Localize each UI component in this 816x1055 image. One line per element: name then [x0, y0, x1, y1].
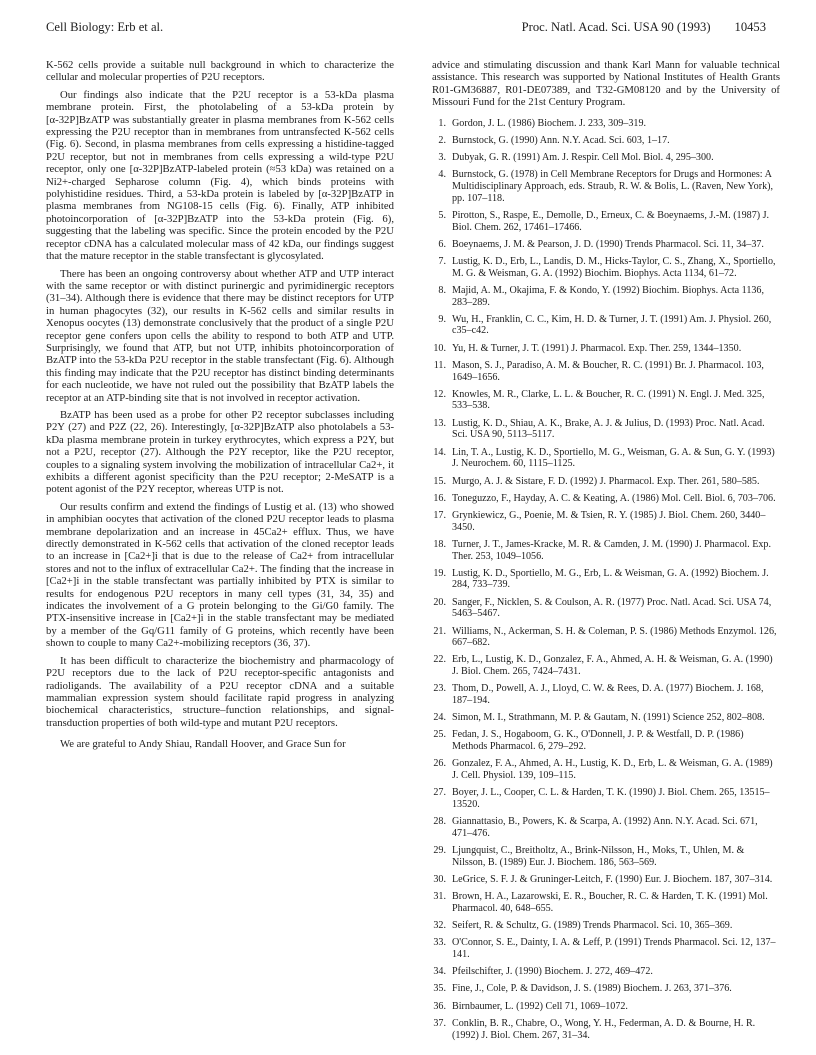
reference-item — [432, 256, 780, 279]
reference-number: 29. — [433, 844, 446, 856]
body-paragraph: Our findings also indicate that the P2U receptor is a 53-kDa plasma membrane protein. First, the photolabeling of a 53-kDa protein by [α-32P]BzATP was substantially greater in plasma membranes from K-562 cells expressing the P2U receptor than in membranes from untransfected K-562 cells (Fig. 6). Second, in plasma membranes from cells expressing a histidine-tagged P2U receptor, but not in membranes from cells expressing a wild-type P2U receptor, only one [α-32P]BzATP-labeled protein (≈53 kDa) was retained on a Ni2+-charged Sepharose column (Fig. 4), which binds proteins with polyhistidine residues. Third, a 53-kDa protein is labeled by [α-32P]BzATP in plasma membranes from NG108-15 cells (Fig. 6). Finally, ATP inhibited photoincorporation of [α-32P]BzATP into the 53-kDa protein (Fig. 6), suggesting that the labeling was specific. Since the protein encoded by the P2U receptor cDNA has a calculated molecular mass of 42 kDa, our findings suggest that the mature receptor in the stable transfectant is glycosylated. — [46, 88, 394, 263]
reference-item — [432, 626, 780, 649]
reference-item — [432, 493, 780, 505]
reference-number: 31. — [433, 891, 446, 903]
reference-item — [432, 314, 780, 337]
reference-number: 15. — [433, 475, 446, 487]
reference-text: Burnstock, G. (1990) Ann. N.Y. Acad. Sci. 603, 1–17. — [452, 134, 670, 146]
reference-text: Gonzalez, F. A., Ahmed, A. H., Lustig, K. D., Erb, L. & Weisman, G. A. (1989) J. Cell. Physiol. 139, 109–115. — [452, 758, 773, 781]
reference-number: 27. — [433, 787, 446, 799]
reference-number: 16. — [433, 492, 446, 504]
reference-number: 18. — [433, 538, 446, 550]
right-column — [432, 59, 780, 1047]
reference-item — [432, 343, 780, 355]
reference-number: 22. — [433, 654, 446, 666]
acknowledgment-continued: advice and stimulating discussion and thank Karl Mann for valuable technical assistance. This research was supported by National Institutes of Health Grants R01-GM36887, R01-DE07389, and T32-GM08120 and by the University of Missouri Fund for the 21st Century Program. — [432, 59, 780, 109]
reference-number: 20. — [433, 596, 446, 608]
reference-text: Ljungquist, C., Breitholtz, A., Brink-Nilsson, H., Moks, T., Uhlen, M. & Nilsson, B. (1989) Eur. J. Biochem. 186, 563–569. — [452, 844, 745, 868]
body-paragraph: K-562 cells provide a suitable null background in which to characterize the cellular and molecular properties of P2U receptors. — [46, 59, 394, 84]
reference-number: 37. — [433, 1018, 446, 1029]
reference-number: 13. — [433, 417, 446, 429]
reference-item — [432, 1018, 780, 1041]
reference-item — [432, 539, 780, 562]
reference-number: 4. — [438, 169, 446, 181]
reference-text: Conklin, B. R., Chabre, O., Wong, Y. H., Federman, A. D. & Bourne, H. R. (1992) J. Biol. Chem. 267, 31–34. — [452, 1018, 756, 1041]
reference-item — [432, 816, 780, 839]
reference-number: 35. — [433, 983, 446, 995]
reference-item — [432, 568, 780, 591]
reference-number: 5. — [438, 209, 446, 221]
reference-item — [432, 1001, 780, 1013]
acknowledgment-paragraph: We are grateful to Andy Shiau, Randall Hoover, and Grace Sun for — [60, 738, 346, 751]
reference-text: Sanger, F., Nicklen, S. & Coulson, A. R. (1977) Proc. Natl. Acad. Sci. USA 74, 5463–5467. — [452, 596, 772, 620]
reference-item — [432, 758, 780, 781]
reference-number: 33. — [433, 937, 446, 949]
page-number: 10453 — [734, 20, 766, 34]
reference-text: LeGrice, S. F. J. & Gruninger-Leitch, F. (1990) Eur. J. Biochem. 187, 307–314. — [452, 873, 773, 885]
reference-number: 30. — [433, 873, 446, 885]
reference-text: Dubyak, G. R. (1991) Am. J. Respir. Cell Mol. Biol. 4, 295–300. — [452, 152, 714, 164]
reference-number: 19. — [433, 567, 446, 579]
reference-text: Wu, H., Franklin, C. C., Kim, H. D. & Turner, J. T. (1991) Am. J. Physiol. 260, c35–c42. — [452, 313, 772, 337]
reference-item — [432, 966, 780, 978]
reference-item — [432, 389, 780, 412]
reference-item — [432, 476, 780, 488]
reference-item — [432, 135, 780, 147]
reference-number: 8. — [438, 284, 446, 296]
reference-item — [432, 210, 780, 233]
reference-item — [432, 118, 780, 130]
reference-text: Burnstock, G. (1978) in Cell Membrane Receptors for Drugs and Hormones: A Multidisciplinary Approach, eds. Straub, R. W. & Bolis, L. (Raven, New York), pp. 107–118. — [452, 169, 774, 204]
reference-item — [432, 787, 780, 810]
reference-number: 23. — [433, 683, 446, 695]
reference-item — [432, 983, 780, 995]
reference-number: 24. — [433, 712, 446, 724]
reference-number: 1. — [438, 117, 446, 129]
reference-number: 14. — [433, 446, 446, 458]
reference-item — [432, 654, 780, 677]
reference-number: 3. — [438, 152, 446, 164]
running-head-section: Cell Biology: Erb et al. — [46, 20, 164, 34]
reference-text: Pfeilschifter, J. (1990) Biochem. J. 272, 469–472. — [452, 966, 653, 978]
reference-number: 36. — [433, 1000, 446, 1012]
reference-number: 2. — [438, 134, 446, 146]
reference-number: 11. — [433, 360, 446, 371]
reference-text: Erb, L., Lustig, K. D., Gonzalez, F. A., Ahmed, A. H. & Weisman, G. A. (1990) J. Biol. Chem. 265, 7424–7431. — [452, 654, 773, 678]
reference-text: O'Connor, S. E., Dainty, I. A. & Leff, P. (1991) Trends Pharmacol. Sci. 12, 137–141. — [452, 937, 776, 960]
reference-item — [432, 937, 780, 960]
reference-text: Lustig, K. D., Erb, L., Landis, D. M., Hicks-Taylor, C. S., Zhang, X., Sportiello, M. G. & Weisman, G. A. (1992) Biochim. Biophys. Acta 1134, 61–72. — [452, 256, 776, 279]
reference-item — [432, 152, 780, 164]
reference-item — [432, 447, 780, 470]
body-paragraph: There has been an ongoing controversy about whether ATP and UTP interact with the same receptor or with distinct purinergic and pyrimidinergic receptors (31–34). Although there is evidence that there may be distinct receptors for UTP in human phagocytes (32), our results in K-562 cells and similar results in Xenopus oocytes (13) demonstrate conclusively that the product of a single P2U receptor gene confers upon cells the ability to respond to both ATP and UTP. Surprisingly, we found that ATP, but not UTP, inhibits photoincorporation of BzATP into the 53-kDa P2U receptor in the stable transfectant (Fig. 6). Although this finding may indicate that the P2U receptor has distinct binding determinants for each nucleotide, we have not ruled out the possibility that BzATP labels the receptor at an ATP-binding site that is not involved in receptor activation. — [46, 267, 394, 404]
reference-number: 32. — [433, 920, 446, 931]
reference-number: 28. — [433, 816, 446, 828]
page-header — [46, 20, 766, 38]
reference-text: Boeynaems, J. M. & Pearson, J. D. (1990) Trends Pharmacol. Sci. 11, 34–37. — [452, 238, 764, 250]
reference-text: Toneguzzo, F., Hayday, A. C. & Keating, A. (1986) Mol. Cell. Biol. 6, 703–706. — [452, 492, 776, 504]
reference-item — [432, 418, 780, 441]
reference-item — [432, 169, 780, 204]
reference-item — [432, 360, 780, 383]
reference-list — [432, 118, 780, 1042]
journal-citation: Proc. Natl. Acad. Sci. USA 90 (1993) — [521, 20, 711, 34]
reference-text: Thom, D., Powell, A. J., Lloyd, C. W. & Rees, D. A. (1977) Biochem. J. 168, 187–194. — [452, 683, 764, 706]
reference-number: 9. — [438, 313, 446, 325]
reference-number: 26. — [433, 758, 446, 770]
reference-item — [432, 285, 780, 308]
reference-item — [432, 712, 780, 724]
reference-text: Murgo, A. J. & Sistare, F. D. (1992) J. Pharmacol. Exp. Ther. 261, 580–585. — [452, 475, 760, 487]
body-paragraph: It has been difficult to characterize the biochemistry and pharmacology of P2U receptors due to the lack of P2U receptor-specific antagonists and radioligands. The availability of a P2U receptor cDNA and a suitable mammalian expression system should facilitate rapid progress in analyzing biochemical characteristics, structure–function relationships, and signal-transduction properties of both wild-type and mutant P2U receptors. — [46, 654, 394, 729]
reference-text: Birnbaumer, L. (1992) Cell 71, 1069–1072. — [452, 1000, 628, 1012]
reference-text: Knowles, M. R., Clarke, L. L. & Boucher, R. C. (1991) N. Engl. J. Med. 325, 533–538. — [452, 388, 765, 412]
reference-number: 17. — [433, 510, 446, 522]
reference-text: Seifert, R. & Schultz, G. (1989) Trends Pharmacol. Sci. 10, 365–369. — [452, 920, 733, 931]
reference-item — [432, 683, 780, 706]
reference-item — [432, 729, 780, 752]
reference-number: 25. — [433, 729, 446, 741]
reference-number: 21. — [433, 625, 446, 637]
reference-text: Williams, N., Ackerman, S. H. & Coleman, P. S. (1986) Methods Enzymol. 126, 667–682. — [452, 625, 777, 649]
reference-text: Brown, H. A., Lazarowski, E. R., Boucher, R. C. & Harden, T. K. (1991) Mol. Pharmacol. 40, 648–655. — [452, 891, 768, 914]
reference-text: Majid, A. M., Okajima, F. & Kondo, Y. (1992) Biochim. Biophys. Acta 1136, 283–289. — [452, 284, 764, 308]
left-column — [46, 59, 394, 751]
reference-text: Fedan, J. S., Hogaboom, G. K., O'Donnell, J. P. & Westfall, D. P. (1986) Methods Pharmacol. 6, 279–292. — [452, 729, 744, 753]
reference-item — [432, 510, 780, 533]
reference-number: 34. — [433, 966, 446, 978]
running-head-journal — [522, 20, 766, 35]
body-paragraph: BzATP has been used as a probe for other P2 receptor subclasses including P2Y (27) and P2Z (22, 26). Interestingly, [α-32P]BzATP also photolabels a 53-kDa plasma membrane protein in turkey erythrocytes, which express a P2Y, but not a P2U, receptor (27). Although the P2Y receptor, like the P2U receptor, couples to a signaling system involving the mobilization of intracellular Ca2+, it exhibits a different agonist specificity than the P2U receptor; 2-MeSATP is a potent agonist of the P2Y receptor, whereas UTP is not. — [46, 408, 394, 496]
reference-item — [432, 920, 780, 932]
reference-number: 12. — [433, 388, 446, 400]
reference-text: Pirotton, S., Raspe, E., Demolle, D., Erneux, C. & Boeynaems, J.-M. (1987) J. Biol. Chem. 262, 17461–17466. — [452, 209, 770, 233]
reference-text: Lustig, K. D., Sportiello, M. G., Erb, L. & Weisman, G. A. (1992) Biochem. J. 284, 733–739. — [452, 567, 769, 591]
reference-text: Turner, J. T., James-Kracke, M. R. & Camden, J. M. (1990) J. Pharmacol. Exp. Ther. 253, 1049–1056. — [452, 538, 772, 562]
reference-number: 10. — [433, 342, 446, 354]
reference-item — [432, 239, 780, 251]
reference-text: Boyer, J. L., Cooper, C. L. & Harden, T. K. (1990) J. Biol. Chem. 265, 13515–13520. — [452, 787, 770, 810]
reference-item — [432, 597, 780, 620]
reference-text: Gordon, J. L. (1986) Biochem. J. 233, 309–319. — [452, 117, 647, 129]
reference-text: Simon, M. I., Strathmann, M. P. & Gautam, N. (1991) Science 252, 802–808. — [452, 712, 765, 724]
reference-text: Lin, T. A., Lustig, K. D., Sportiello, M. G., Weisman, G. A. & Sun, G. Y. (1993) J. Neurochem. 60, 1115–1125. — [452, 446, 775, 470]
reference-item — [432, 874, 780, 886]
reference-text: Yu, H. & Turner, J. T. (1991) J. Pharmacol. Exp. Ther. 259, 1344–1350. — [452, 342, 742, 354]
reference-text: Giannattasio, B., Powers, K. & Scarpa, A. (1992) Ann. N.Y. Acad. Sci. 671, 471–476. — [452, 816, 758, 839]
body-paragraph: Our results confirm and extend the findings of Lustig et al. (13) who showed in amphibian oocytes that activation of the cloned P2U receptor leads to plasma membrane depolarization and an increase in 45Ca2+ efflux. Thus, we have directly demonstrated in K-562 cells that activation of the cloned receptor leads to an increase in [Ca2+]i that is due to the release of Ca2+ from intracellular stores and not to the influx of extracellular Ca2+. The finding that the increase in [Ca2+]i in the stable transfectant was partially inhibited by PTX is similar to results for endogenous P2U receptors in many cell types (31, 34, 35) and indicates the involvement of a G protein belonging to the Gi/G0 family. The PTX-insensitive increase in [Ca2+]i in the stable transfectant may be mediated by a member of the Gq/G11 family of G proteins, which recently have been shown to couple to many Ca2+-mobilizing receptors (36, 37). — [46, 500, 394, 650]
reference-text: Lustig, K. D., Shiau, A. K., Brake, A. J. & Julius, D. (1993) Proc. Natl. Acad. Sci. USA 90, 5113–5117. — [452, 417, 765, 441]
reference-number: 6. — [438, 238, 446, 250]
reference-text: Mason, S. J., Paradiso, A. M. & Boucher, R. C. (1991) Br. J. Pharmacol. 103, 1649–1656. — [452, 360, 764, 383]
reference-text: Grynkiewicz, G., Poenie, M. & Tsien, R. Y. (1985) J. Biol. Chem. 260, 3440–3450. — [452, 510, 766, 533]
reference-item — [432, 891, 780, 914]
reference-text: Fine, J., Cole, P. & Davidson, J. S. (1989) Biochem. J. 263, 371–376. — [452, 983, 732, 995]
reference-number: 7. — [438, 256, 446, 268]
reference-item — [432, 845, 780, 868]
